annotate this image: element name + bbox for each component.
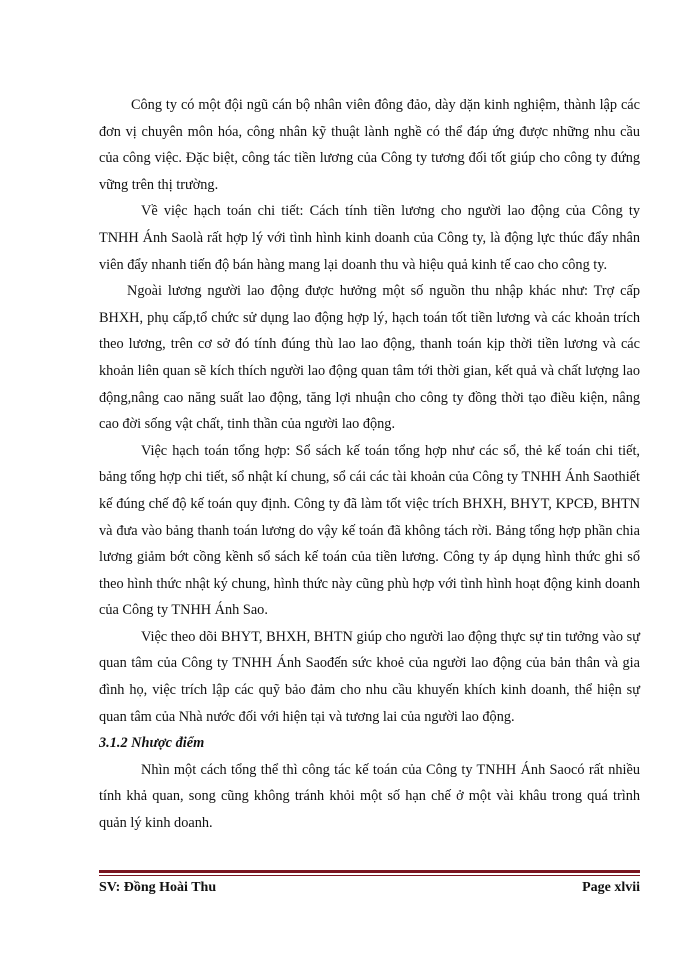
document-body [99,92,640,837]
paragraph-detail-accounting: Về việc hạch toán chi tiết: Cách tính tiền lương cho người lao động của Công ty TNHH Ánh Saolà rất hợp lý với tình hình kinh doanh của Công ty, là động lực thúc đẩy nhân viên đẩy nhanh tiến độ bán hàng mang lại doanh thu và hiệu quả kinh tế cao cho công ty. [99,203,640,273]
paragraph-staff: Công ty có một đội ngũ cán bộ nhân viên đông đảo, dày dặn kinh nghiệm, thành lập các đơn vị chuyên môn hóa, công nhân kỹ thuật lành nghề có thể đáp ứng được những nhu cầu của công việc. Đặc biệt, công tác tiền lương của Công ty tương đối tốt giúp cho công ty đứng vững trên thị trường. [99,97,640,193]
page-footer [99,879,640,897]
section-heading: 3.1.2 Nhược điểm [99,735,205,752]
footer-divider-thick [99,870,640,873]
paragraph-weaknesses: Nhìn một cách tổng thể thì công tác kế toán của Công ty TNHH Ánh Saocó rất nhiều tính khả quan, song cũng không tránh khỏi một số hạn chế ở một vài khâu trong quá trình quản lý kinh doanh. [99,761,640,832]
footer-student-name: SV: Đồng Hoài Thu [99,880,217,895]
paragraph-insurance: Việc theo dõi BHYT, BHXH, BHTN giúp cho người lao động thực sự tin tưởng vào sự quan tâm của Công ty TNHH Ánh Saođến sức khoẻ của người lao động của bản thân và gia đình họ, việc trích lập các quỹ bảo đảm cho nhu cầu khuyến khích kinh doanh, thể hiện sự quan tâm của Nhà nước đối với hiện tại và tương lai của người lao động. [99,628,640,725]
paragraph-other-income: Ngoài lương người lao động được hưởng một số nguồn thu nhập khác như: Trợ cấp BHXH, phụ cấp,tổ chức sử dụng lao động hợp lý, hạch toán tốt tiền lương và các khoản trích theo lương, trên cơ sở đó tính đúng thù lao lao động, thanh toán kịp thời tiền lương và các khoản liên quan sẽ kích thích người lao động quan tâm tới thời gian, kết quả và chất lượng lao động,nâng cao năng suất lao động, tăng lợi nhuận cho công ty đồng thời tạo điều kiện, nâng cao đời sống vật chất, tinh thần của người lao động. [99,283,640,433]
paragraph-general-accounting: Việc hạch toán tổng hợp: Sổ sách kế toán tổng hợp như các sổ, thẻ kế toán chi tiết, bảng tổng hợp chi tiết, sổ nhật kí chung, sổ cái các tài khoản của Công ty TNHH Ánh Saothiết kế đúng chế độ kế toán quy định. Công ty đã làm tốt việc trích BHXH, BHYT, KPCĐ, BHTN và đưa vào bảng thanh toán lương do vậy kế toán đã không tách rời. Bảng tổng hợp phần chia lương giảm bớt cồng kềnh sổ sách kế toán của tiền lương. Công ty áp dụng hình thức ghi sổ theo hình thức nhật ký chung, hình thức này cũng phù hợp với tình hình hoạt động kinh doanh của Công ty TNHH Ánh Sao. [99,442,640,619]
footer-divider-thin [99,875,640,876]
footer-page-number: Page xlvii [582,880,640,895]
